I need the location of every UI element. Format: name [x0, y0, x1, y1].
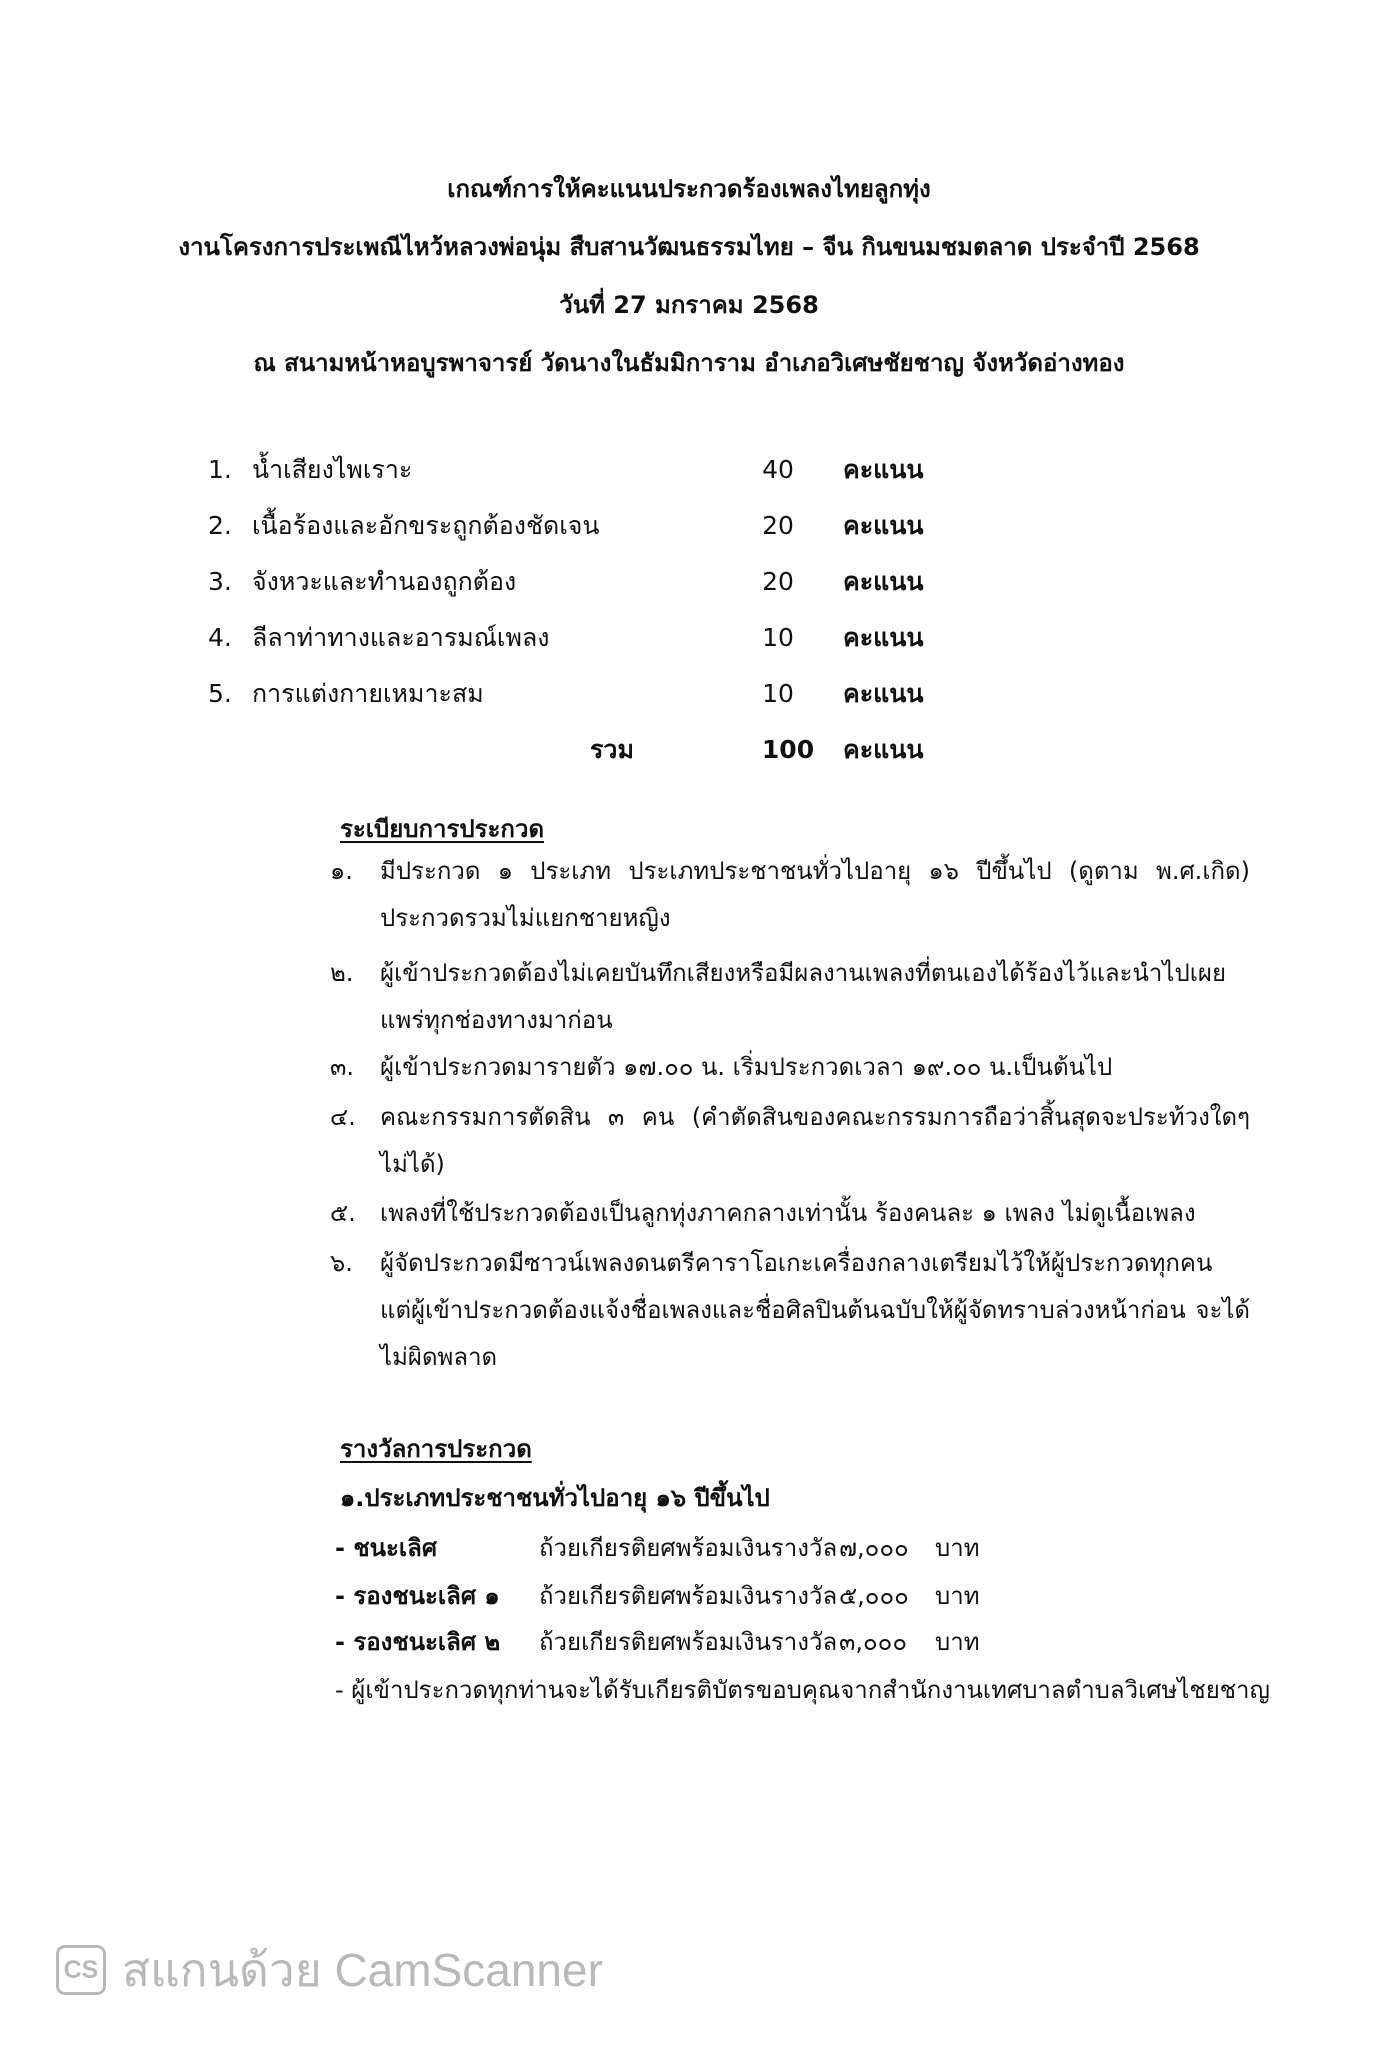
award-description: ถ้วยเกียรติยศพร้อมเงินรางวัล	[539, 1582, 838, 1610]
award-row	[335, 1528, 1335, 1568]
rule-number: ๒.	[330, 959, 354, 987]
award-unit: บาท	[935, 1582, 980, 1610]
document-title: เกณฑ์การให้คะแนนประกวดร้องเพลงไทยลูกทุ่ง	[447, 175, 931, 203]
rule-number: ๑.	[330, 857, 353, 885]
award-name: - ชนะเลิศ	[335, 1534, 438, 1562]
award-name: - รองชนะเลิศ ๑	[335, 1582, 500, 1610]
criteria-unit: คะแนน	[843, 623, 924, 652]
criteria-unit: คะแนน	[843, 511, 924, 540]
criteria-score: 40	[762, 455, 794, 484]
rule-item	[330, 1094, 1250, 1188]
criteria-label: เนื้อร้องและอักขระถูกต้องชัดเจน	[252, 511, 600, 540]
criteria-number: 5.	[208, 679, 232, 708]
criteria-label: จังหวะและทำนองถูกต้อง	[252, 567, 517, 596]
award-category: ๑.ประเภทประชาชนทั่วไปอายุ ๑๖ ปีขึ้นไป	[340, 1484, 770, 1512]
criteria-row	[0, 564, 1378, 600]
award-amount: ๓,๐๐๐	[839, 1628, 907, 1656]
total-label: รวม	[590, 735, 634, 764]
rule-number: ๓.	[330, 1053, 355, 1081]
criteria-score: 20	[762, 511, 794, 540]
rule-number: ๕.	[330, 1199, 356, 1227]
total-score: 100	[761, 735, 815, 764]
rule-number: ๖.	[330, 1249, 353, 1277]
award-description: ถ้วยเกียรติยศพร้อมเงินรางวัล	[539, 1628, 838, 1656]
award-note: - ผู้เข้าประกวดทุกท่านจะได้รับเกียรติบัตรขอบคุณจากสำนักงานเทศบาลตำบลวิเศษไชยชาญ	[335, 1676, 1270, 1704]
criteria-row	[0, 620, 1378, 656]
rule-item	[330, 848, 1250, 942]
criteria-score: 20	[762, 567, 794, 596]
rule-item	[330, 1044, 1250, 1091]
award-name: - รองชนะเลิศ ๒	[335, 1628, 501, 1656]
awards-heading: รางวัลการประกวด	[340, 1435, 532, 1463]
award-row	[335, 1576, 1335, 1616]
award-amount: ๕,๐๐๐	[839, 1582, 909, 1610]
criteria-score: 10	[762, 623, 794, 652]
rule-item	[330, 1240, 1250, 1381]
criteria-unit: คะแนน	[843, 567, 924, 596]
rule-text: คณะกรรมการตัดสิน ๓ คน (คำตัดสินของคณะกรรมการถือว่าสิ้นสุดจะประท้วงใดๆ ไม่ได้)	[380, 1103, 1250, 1178]
criteria-number: 4.	[208, 623, 232, 652]
criteria-row	[0, 508, 1378, 544]
event-date: วันที่ 27 มกราคม 2568	[559, 291, 819, 319]
award-row	[335, 1622, 1335, 1662]
rules-heading: ระเบียบการประกวด	[340, 815, 545, 843]
camscanner-logo-icon: CS	[56, 1945, 106, 1995]
criteria-number: 1.	[208, 455, 232, 484]
rule-text: ผู้เข้าประกวดต้องไม่เคยบันทึกเสียงหรือมีผลงานเพลงที่ตนเองได้ร้องไว้และนำไปเผยแพร่ทุกช่องทางมาก่อน	[380, 959, 1227, 1034]
rule-item	[330, 1190, 1250, 1237]
event-venue: ณ สนามหน้าหอบูรพาจารย์ วัดนางในธัมมิการาม อำเภอวิเศษชัยชาญ จังหวัดอ่างทอง	[253, 349, 1125, 377]
event-name: งานโครงการประเพณีไหว้หลวงพ่อนุ่ม สืบสานวัฒนธรรมไทย – จีน กินขนมชมตลาด ประจำปี 2568	[178, 233, 1200, 261]
award-unit: บาท	[935, 1628, 980, 1656]
criteria-unit: คะแนน	[843, 455, 924, 484]
criteria-score: 10	[762, 679, 794, 708]
criteria-unit: คะแนน	[843, 679, 924, 708]
criteria-label: น้ำเสียงไพเราะ	[252, 455, 413, 484]
criteria-row	[0, 676, 1378, 712]
award-amount: ๗,๐๐๐	[839, 1534, 909, 1562]
rule-text: ผู้เข้าประกวดมารายตัว ๑๗.๐๐ น. เริ่มประกวดเวลา ๑๙.๐๐ น.เป็นต้นไป	[380, 1053, 1113, 1081]
watermark-text: สแกนด้วย CamScanner	[122, 1943, 603, 1996]
total-unit: คะแนน	[843, 735, 924, 764]
camscanner-watermark	[56, 1942, 603, 1998]
criteria-row	[0, 452, 1378, 488]
rule-item	[330, 950, 1250, 1044]
rule-text: ผู้จัดประกวดมีซาวน์เพลงดนตรีคาราโอเกะเครื่องกลางเตรียมไว้ให้ผู้ประกวดทุกคน แต่ผู้เข้าประกวดต้องแจ้งชื่อเพลงและชื่อศิลปินต้นฉบับให้ผู้จัดทราบล่วงหน้าก่อน จะได้ไม่ผิดพลาด	[380, 1249, 1250, 1371]
criteria-number: 3.	[208, 567, 232, 596]
criteria-number: 2.	[208, 511, 232, 540]
criteria-total-row	[0, 732, 1378, 768]
criteria-label: ลีลาท่าทางและอารมณ์เพลง	[252, 623, 550, 652]
rule-number: ๔.	[330, 1103, 356, 1131]
rule-text: มีประกวด ๑ ประเภท ประเภทประชาชนทั่วไปอายุ ๑๖ ปีขึ้นไป (ดูตาม พ.ศ.เกิด) ประกวดรวมไม่แยกชายหญิง	[380, 857, 1250, 932]
criteria-label: การแต่งกายเหมาะสม	[252, 679, 484, 708]
rule-text: เพลงที่ใช้ประกวดต้องเป็นลูกทุ่งภาคกลางเท่านั้น ร้องคนละ ๑ เพลง ไม่ดูเนื้อเพลง	[380, 1199, 1196, 1227]
award-description: ถ้วยเกียรติยศพร้อมเงินรางวัล	[539, 1534, 838, 1562]
award-unit: บาท	[935, 1534, 980, 1562]
